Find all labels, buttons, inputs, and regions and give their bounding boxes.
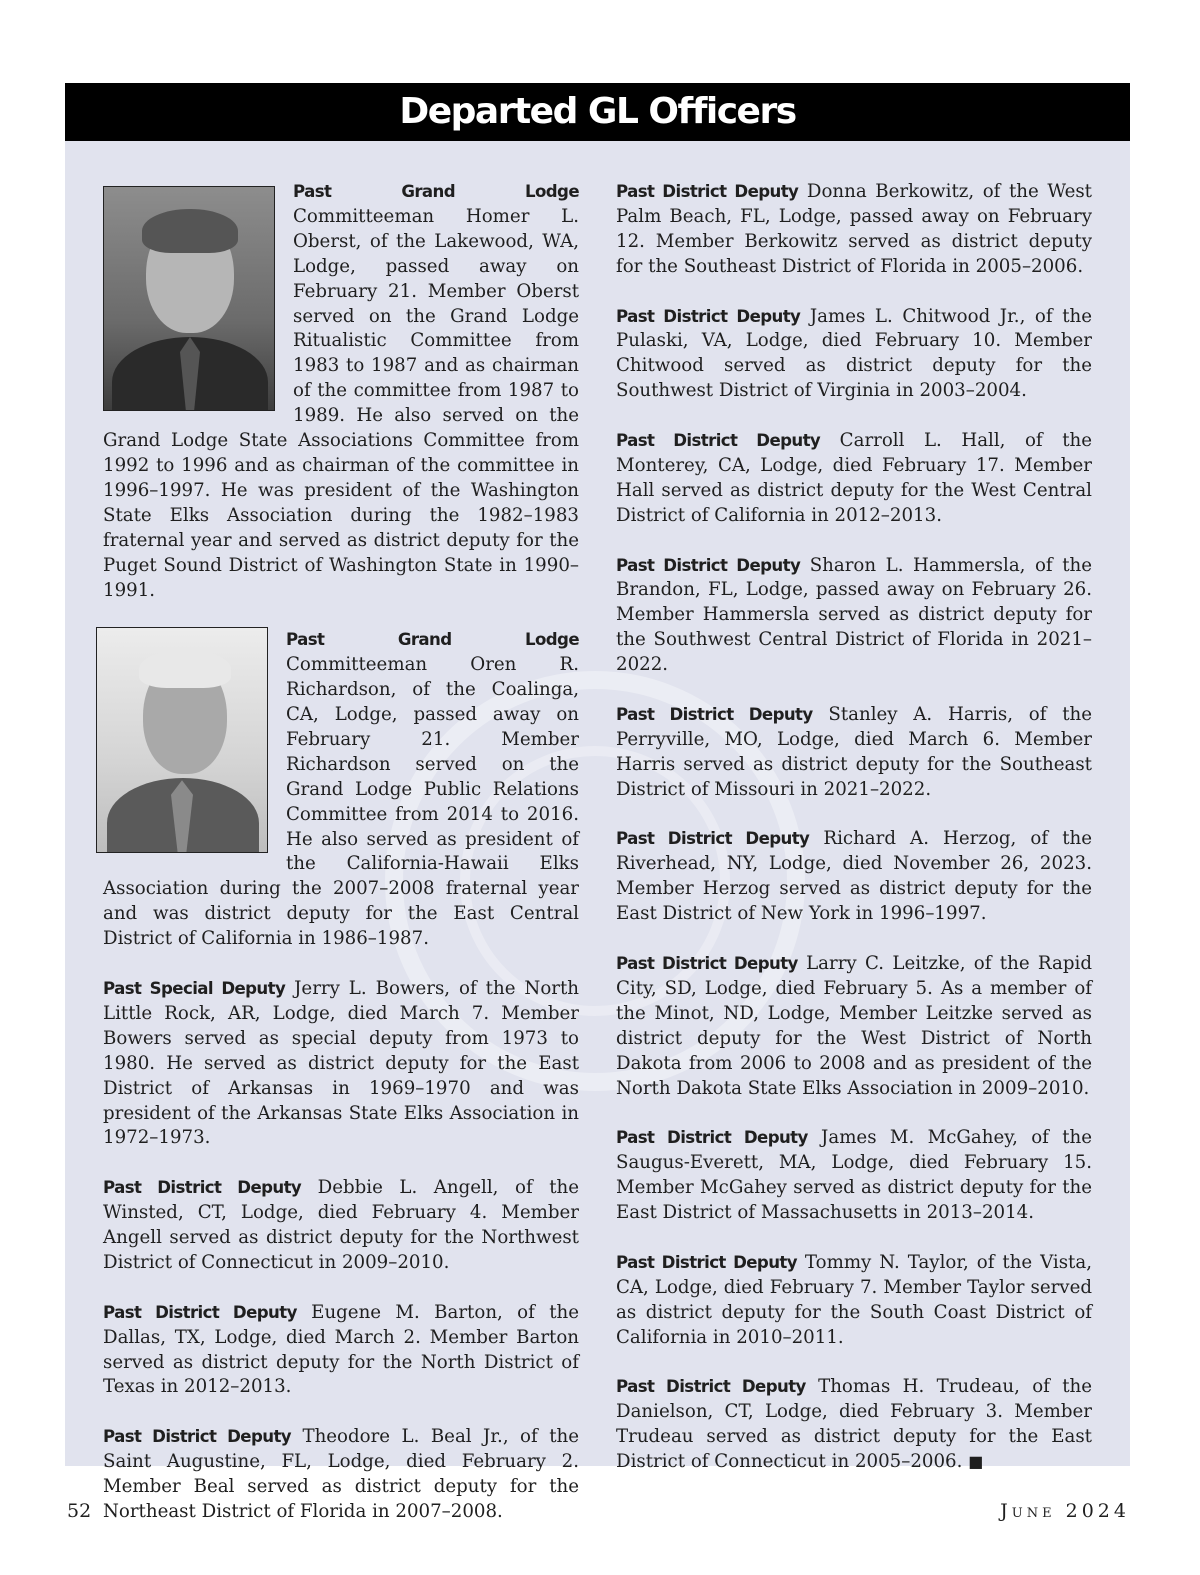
entry-lead: Past District Deputy [616,954,798,973]
right-column [616,180,1092,1500]
entry-text: Jerry L. Bowers, of the North Little Rock, AR, Lodge, died March 7. Member Bowers served as special deputy from 1973 to 1980. He served as district deputy for the East District of Arkansas in 1969–1970 and was president of the Arkansas State Elks Association in 1972–1973. [103,977,579,1149]
entry-lead: Past Special Deputy [103,978,286,998]
entry-lead: Past District Deputy [103,1427,291,1447]
obituary-entry [616,429,1092,529]
entry-text: Theodore L. Beal Jr., of the Saint Augustine, FL, Lodge, died February 2. Member Beal served as district deputy for the Northeast District of Florida in 2007–2008. [103,1426,579,1522]
entry-lead: Past District Deputy [616,182,799,201]
obituary-entry [103,1301,579,1401]
obituary-entry [616,180,1092,280]
obituary-entry [616,827,1092,927]
entry-text: Carroll L. Hall, of the Monterey, CA, Lodge, died February 17. Member Hall served as district deputy for the West Central District of California in 2012–2013. [616,430,1092,526]
entry-lead: Past Grand Lodge [286,630,579,650]
entry-text: Committeeman Homer L. Oberst, of the Lakewood, WA, Lodge, passed away on February 21. Member Oberst served on the Grand Lodge Ritualistic Committee from 1983 to 1987 and as chairman of the committee from 1987 to 1989. He also served on the Grand Lodge State Associations Committee from 1992 to 1996 and as chairman of the committee in 1996–1997. He was president of the Washington State Elks Association during the 1982–1983 fraternal year and served as district deputy for the Puget Sound District of Washington State in 1990–1991. [103,205,579,601]
entry-text: Eugene M. Barton, of the Dallas, TX, Lodge, died March 2. Member Barton served as district deputy for the North District of Texas in 2012–2013. [103,1301,579,1398]
entry-text: Richard A. Herzog, of the Riverhead, NY, Lodge, died November 26, 2023. Member Herzog served as district deputy for the East District of New York in 1996–1997. [616,828,1092,925]
entry-lead: Past District Deputy [616,704,813,724]
page-number: 52 [67,1500,92,1522]
entry-text: Debbie L. Angell, of the Winsted, CT, Lodge, died February 4. Member Angell served as district deputy for the Northwest District of Connecticut in 2009–2010. [103,1177,579,1273]
entry-lead: Past District Deputy [616,1128,808,1148]
entry-lead: Past District Deputy [616,306,801,326]
entry-text: Larry C. Leitzke, of the Rapid City, SD, Lodge, died February 5. As a member of the Minot, ND, Lodge, Member Leitzke served as district deputy for the West District of North Dakota from 2006 to 2008 and as president of the North Dakota State Elks Association in 2009–2010. [616,953,1092,1099]
entry-text: James L. Chitwood Jr., of the Pulaski, VA, Lodge, died February 10. Member Chitwood served as district deputy for the Southwest District of Virginia in 2003–2004. [616,305,1092,402]
portrait-photo-richardson [96,627,268,853]
portrait-photo-oberst [103,186,275,411]
obituary-entry [103,1176,579,1276]
entry-lead: Past District Deputy [103,1302,297,1322]
obituary-entry [103,1425,579,1525]
obituary-entry [616,952,1092,1101]
entry-lead: Past District Deputy [103,1178,302,1198]
end-mark-icon: ■ [968,1452,984,1472]
obituary-entry [616,1251,1092,1351]
entry-lead: Past Grand Lodge [293,182,579,201]
obituary-entry [103,628,579,952]
entry-text: Tommy N. Taylor, of the Vista, CA, Lodge, died February 7. Member Taylor served as district deputy for the South Coast District of California in 2010–2011. [616,1251,1092,1348]
obituary-entry [103,180,579,603]
obituary-entry [616,554,1092,679]
entry-lead: Past District Deputy [616,1252,797,1272]
obituary-entry [616,305,1092,405]
entry-text: James M. McGahey, of the Saugus-Everett, MA, Lodge, died February 15. Member McGahey served as district deputy for the East District of Massachusetts in 2013–2014. [616,1127,1092,1224]
entry-lead: Past District Deputy [616,555,801,575]
entry-text: Stanley A. Harris, of the Perryville, MO, Lodge, died March 6. Member Harris served as district deputy for the Southeast District of Missouri in 2021–2022. [616,703,1092,800]
obituary-entry [616,1126,1092,1226]
entry-text: Committeeman Oren R. Richardson, of the Coalinga, CA, Lodge, passed away on February 21. Member Richardson served on the Grand Lodge Public Relations Committee from 2014 to 2016. He also served as president of the California-Hawaii Elks Association during the 2007–2008 fraternal year and was district deputy for the East Central District of California in 1986–1987. [103,654,579,950]
obituary-entry [103,977,579,1151]
entry-lead: Past District Deputy [616,1377,806,1397]
entry-text: Donna Berkowitz, of the West Palm Beach, FL, Lodge, passed away on February 12. Member Berkowitz served as district deputy for the Southeast District of Florida in 2005–2006. [616,181,1092,277]
entry-lead: Past District Deputy [616,829,810,849]
entry-text: Thomas H. Trudeau, of the Danielson, CT, Lodge, died February 3. Member Trudeau served as district deputy for the East District of Connecticut in 2005–2006. [616,1376,1092,1473]
page-title: Departed GL Officers [65,83,1130,141]
issue-date: June 2024 [1000,1500,1130,1522]
obituary-entry [616,1375,1092,1475]
entry-text: Sharon L. Hammersla, of the Brandon, FL, Lodge, passed away on February 26. Member Hammersla served as district deputy for the Southwest Central District of Florida in 2021–2022. [616,554,1092,676]
obituary-entry [616,703,1092,803]
entry-lead: Past District Deputy [616,431,821,451]
left-column [103,180,579,1550]
